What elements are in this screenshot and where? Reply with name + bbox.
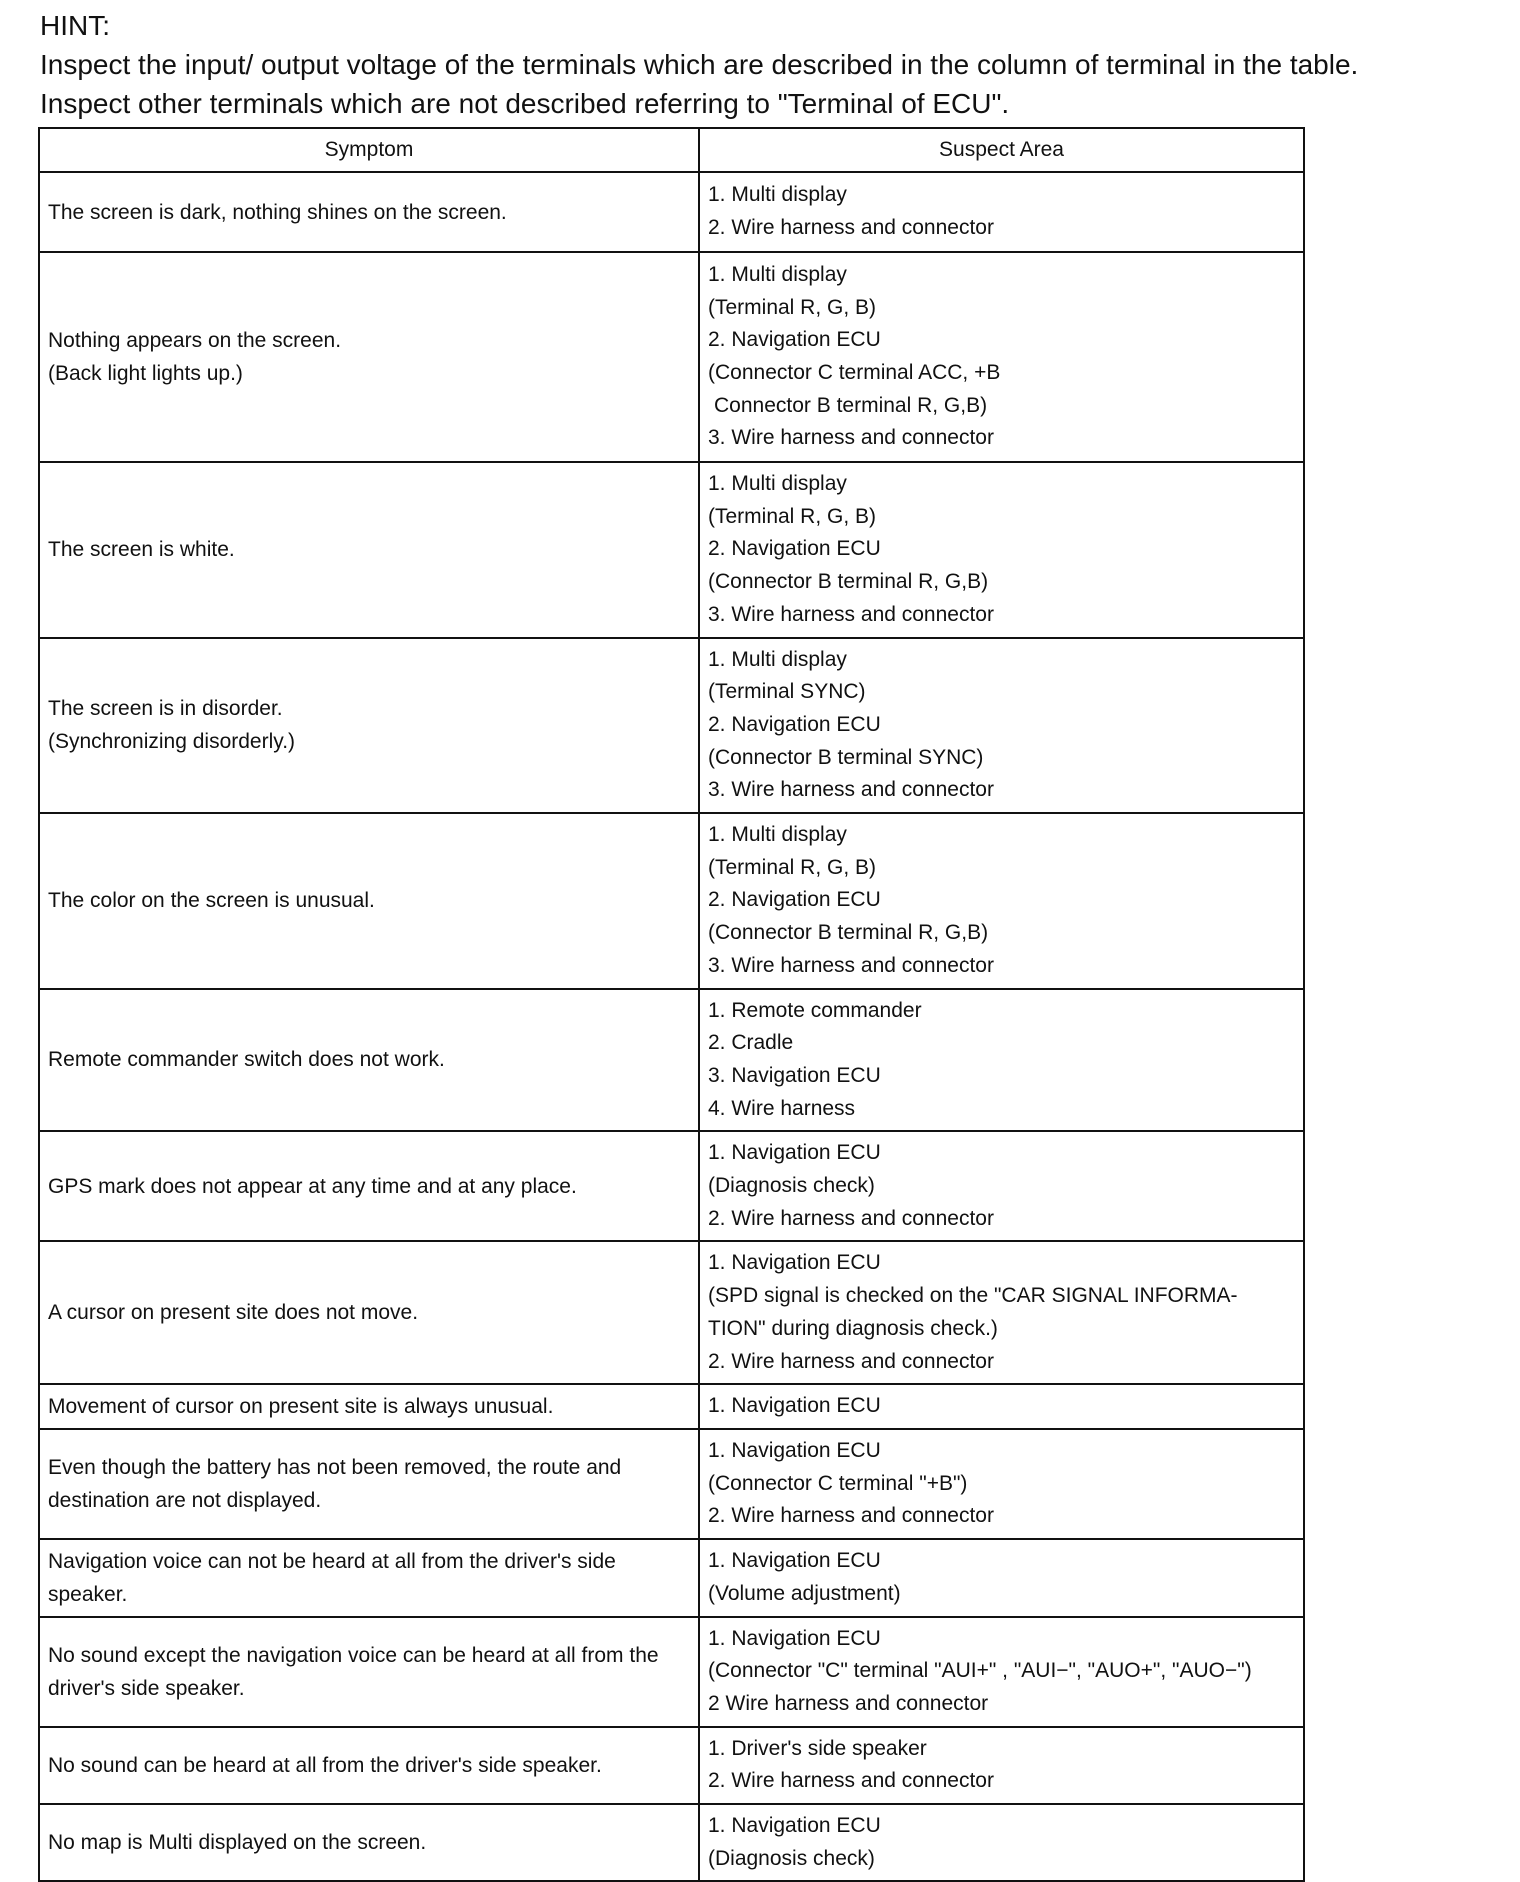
suspect-area-item: 2. Cradle xyxy=(708,1031,794,1055)
suspect-area-item: 1. Multi display xyxy=(708,183,847,207)
symptom-cell xyxy=(39,252,699,462)
table-row xyxy=(39,638,1304,814)
suspect-area-item: 2. Wire harness and connector xyxy=(708,1349,994,1373)
suspect-area-item: 4. Wire harness xyxy=(708,1096,856,1120)
suspect-area-cell xyxy=(699,1241,1304,1384)
suspect-area-item: 1. Navigation ECU xyxy=(708,1549,881,1573)
table-row xyxy=(39,1241,1304,1384)
symptom-cell xyxy=(39,989,699,1132)
suspect-area-item: (Connector B terminal R, G,B) xyxy=(708,921,989,945)
symptom-cell xyxy=(39,1131,699,1241)
table-row xyxy=(39,462,1304,638)
symptom-text: destination are not displayed. xyxy=(48,1489,322,1513)
suspect-area-item: 2. Navigation ECU xyxy=(708,888,881,912)
symptom-text: driver's side speaker. xyxy=(48,1676,245,1700)
suspect-area-cell xyxy=(699,172,1304,252)
symptom-column-header: Symptom xyxy=(39,128,699,172)
symptom-cell xyxy=(39,1429,699,1539)
suspect-area-cell xyxy=(699,1727,1304,1804)
suspect-area-item: 2. Wire harness and connector xyxy=(708,1769,994,1793)
symptom-cell xyxy=(39,172,699,252)
suspect-area-item: 1. Multi display xyxy=(708,823,847,847)
symptom-text: The color on the screen is unusual. xyxy=(48,889,375,913)
hint-line: Inspect the input/ output voltage of the terminals which are described in the column of terminal in the table. xyxy=(40,49,1359,80)
suspect-area-item: 3. Wire harness and connector xyxy=(708,426,994,450)
symptom-cell xyxy=(39,1539,699,1616)
symptom-text: GPS mark does not appear at any time and at any place. xyxy=(48,1174,577,1198)
symptom-text: The screen is in disorder. xyxy=(48,697,283,721)
suspect-area-item: 2. Wire harness and connector xyxy=(708,1206,994,1230)
suspect-area-cell xyxy=(699,1429,1304,1539)
table-row xyxy=(39,813,1304,989)
hint-line: Inspect other terminals which are not described referring to "Terminal of ECU". xyxy=(40,88,1010,119)
suspect-area-item: Connector B terminal R, G,B) xyxy=(714,393,988,417)
symptom-text: speaker. xyxy=(48,1582,128,1606)
suspect-area-item: (Diagnosis check) xyxy=(708,1846,875,1870)
suspect-area-cell xyxy=(699,462,1304,638)
symptom-cell xyxy=(39,1384,699,1429)
suspect-area-item: 2. Wire harness and connector xyxy=(708,1504,994,1528)
table-row xyxy=(39,1617,1304,1727)
suspect-area-item: (Connector B terminal SYNC) xyxy=(708,745,984,769)
table-row xyxy=(39,1539,1304,1616)
suspect-area-item: 1. Remote commander xyxy=(708,998,922,1022)
table-row xyxy=(39,252,1304,462)
suspect-area-item: (Connector B terminal R, G,B) xyxy=(708,570,989,594)
hint-label: HINT: xyxy=(40,10,110,41)
suspect-area-cell xyxy=(699,638,1304,814)
symptom-cell xyxy=(39,1804,699,1881)
suspect-area-cell xyxy=(699,1617,1304,1727)
symptom-text: Movement of cursor on present site is always unusual. xyxy=(48,1395,554,1419)
suspect-area-cell xyxy=(699,1804,1304,1881)
suspect-area-item: 2. Navigation ECU xyxy=(708,537,881,561)
suspect-area-item: (Terminal R, G, B) xyxy=(708,855,877,879)
suspect-area-item: 2. Navigation ECU xyxy=(708,712,881,736)
suspect-area-cell xyxy=(699,813,1304,989)
suspect-area-item: (Connector "C" terminal "AUI+" , "AUI−", "AUO+", "AUO−") xyxy=(708,1659,1252,1683)
suspect-area-cell xyxy=(699,989,1304,1132)
symptom-text: Even though the battery has not been removed, the route and xyxy=(48,1456,622,1480)
suspect-area-item: 1. Navigation ECU xyxy=(708,1626,881,1650)
table-row xyxy=(39,1384,1304,1429)
symptom-text: No sound can be heard at all from the driver's side speaker. xyxy=(48,1753,602,1777)
table-header-row xyxy=(39,128,1304,172)
suspect-area-item: 1. Multi display xyxy=(708,472,847,495)
hint-block xyxy=(40,6,1510,123)
suspect-area-item: 3. Wire harness and connector xyxy=(708,602,994,626)
symptom-text: The screen is dark, nothing shines on the screen. xyxy=(48,200,507,224)
symptom-text: Remote commander switch does not work. xyxy=(48,1048,445,1072)
troubleshooting-table xyxy=(38,127,1305,1882)
suspect-area-item: (Volume adjustment) xyxy=(708,1581,901,1605)
suspect-area-item: 1. Multi display xyxy=(708,647,847,671)
suspect-area-item: (Connector C terminal ACC, +B xyxy=(708,361,1001,384)
suspect-area-item: 1. Multi display xyxy=(708,262,847,286)
suspect-area-item: (Terminal R, G, B) xyxy=(708,504,877,528)
symptom-cell xyxy=(39,1727,699,1804)
symptom-text: (Synchronizing disorderly.) xyxy=(48,730,296,754)
suspect-area-cell xyxy=(699,1131,1304,1241)
symptom-text: A cursor on present site does not move. xyxy=(48,1301,419,1325)
symptom-cell xyxy=(39,1241,699,1384)
suspect-area-cell xyxy=(699,1539,1304,1616)
suspect-area-item: (Diagnosis check) xyxy=(708,1174,875,1198)
symptom-cell xyxy=(39,462,699,638)
symptom-text: The screen is white. xyxy=(48,538,235,562)
suspect-area-item: 3. Wire harness and connector xyxy=(708,778,994,802)
symptom-text: No sound except the navigation voice can be heard at all from the xyxy=(48,1643,659,1667)
table-row xyxy=(39,172,1304,252)
suspect-area-item: 2 Wire harness and connector xyxy=(708,1691,989,1715)
suspect-area-item: 1. Navigation ECU xyxy=(708,1141,881,1165)
suspect-area-item: (SPD signal is checked on the "CAR SIGNAL INFORMA- xyxy=(708,1284,1238,1308)
suspect-area-item: 1. Navigation ECU xyxy=(708,1814,881,1838)
table-row xyxy=(39,1131,1304,1241)
table-row xyxy=(39,989,1304,1132)
symptom-text: Nothing appears on the screen. xyxy=(48,329,342,352)
suspect-area-item: (Terminal SYNC) xyxy=(708,680,866,704)
suspect-area-item: (Terminal R, G, B) xyxy=(708,295,877,319)
table-body xyxy=(39,172,1304,1881)
table-row xyxy=(39,1727,1304,1804)
suspect-area-item: 1. Navigation ECU xyxy=(708,1251,881,1275)
symptom-text: Navigation voice can not be heard at all from the driver's side xyxy=(48,1549,616,1573)
symptom-text: No map is Multi displayed on the screen. xyxy=(48,1831,427,1855)
suspect-area-cell xyxy=(699,1384,1304,1429)
table-row xyxy=(39,1429,1304,1539)
suspect-area-item: 1. Driver's side speaker xyxy=(708,1736,927,1760)
table-row xyxy=(39,1804,1304,1881)
suspect-area-column-header: Suspect Area xyxy=(699,128,1304,172)
suspect-area-item: 2. Wire harness and connector xyxy=(708,216,994,239)
symptom-cell xyxy=(39,813,699,989)
suspect-area-cell xyxy=(699,252,1304,462)
symptom-cell xyxy=(39,1617,699,1727)
suspect-area-item: 1. Navigation ECU xyxy=(708,1394,881,1418)
suspect-area-item: 3. Navigation ECU xyxy=(708,1063,881,1087)
suspect-area-item: 2. Navigation ECU xyxy=(708,328,881,352)
suspect-area-item: 3. Wire harness and connector xyxy=(708,953,994,977)
symptom-text: (Back light lights up.) xyxy=(48,362,243,385)
suspect-area-item: (Connector C terminal "+B") xyxy=(708,1471,968,1495)
suspect-area-item: 1. Navigation ECU xyxy=(708,1438,881,1462)
symptom-cell xyxy=(39,638,699,814)
suspect-area-item: TION" during diagnosis check.) xyxy=(708,1316,998,1340)
